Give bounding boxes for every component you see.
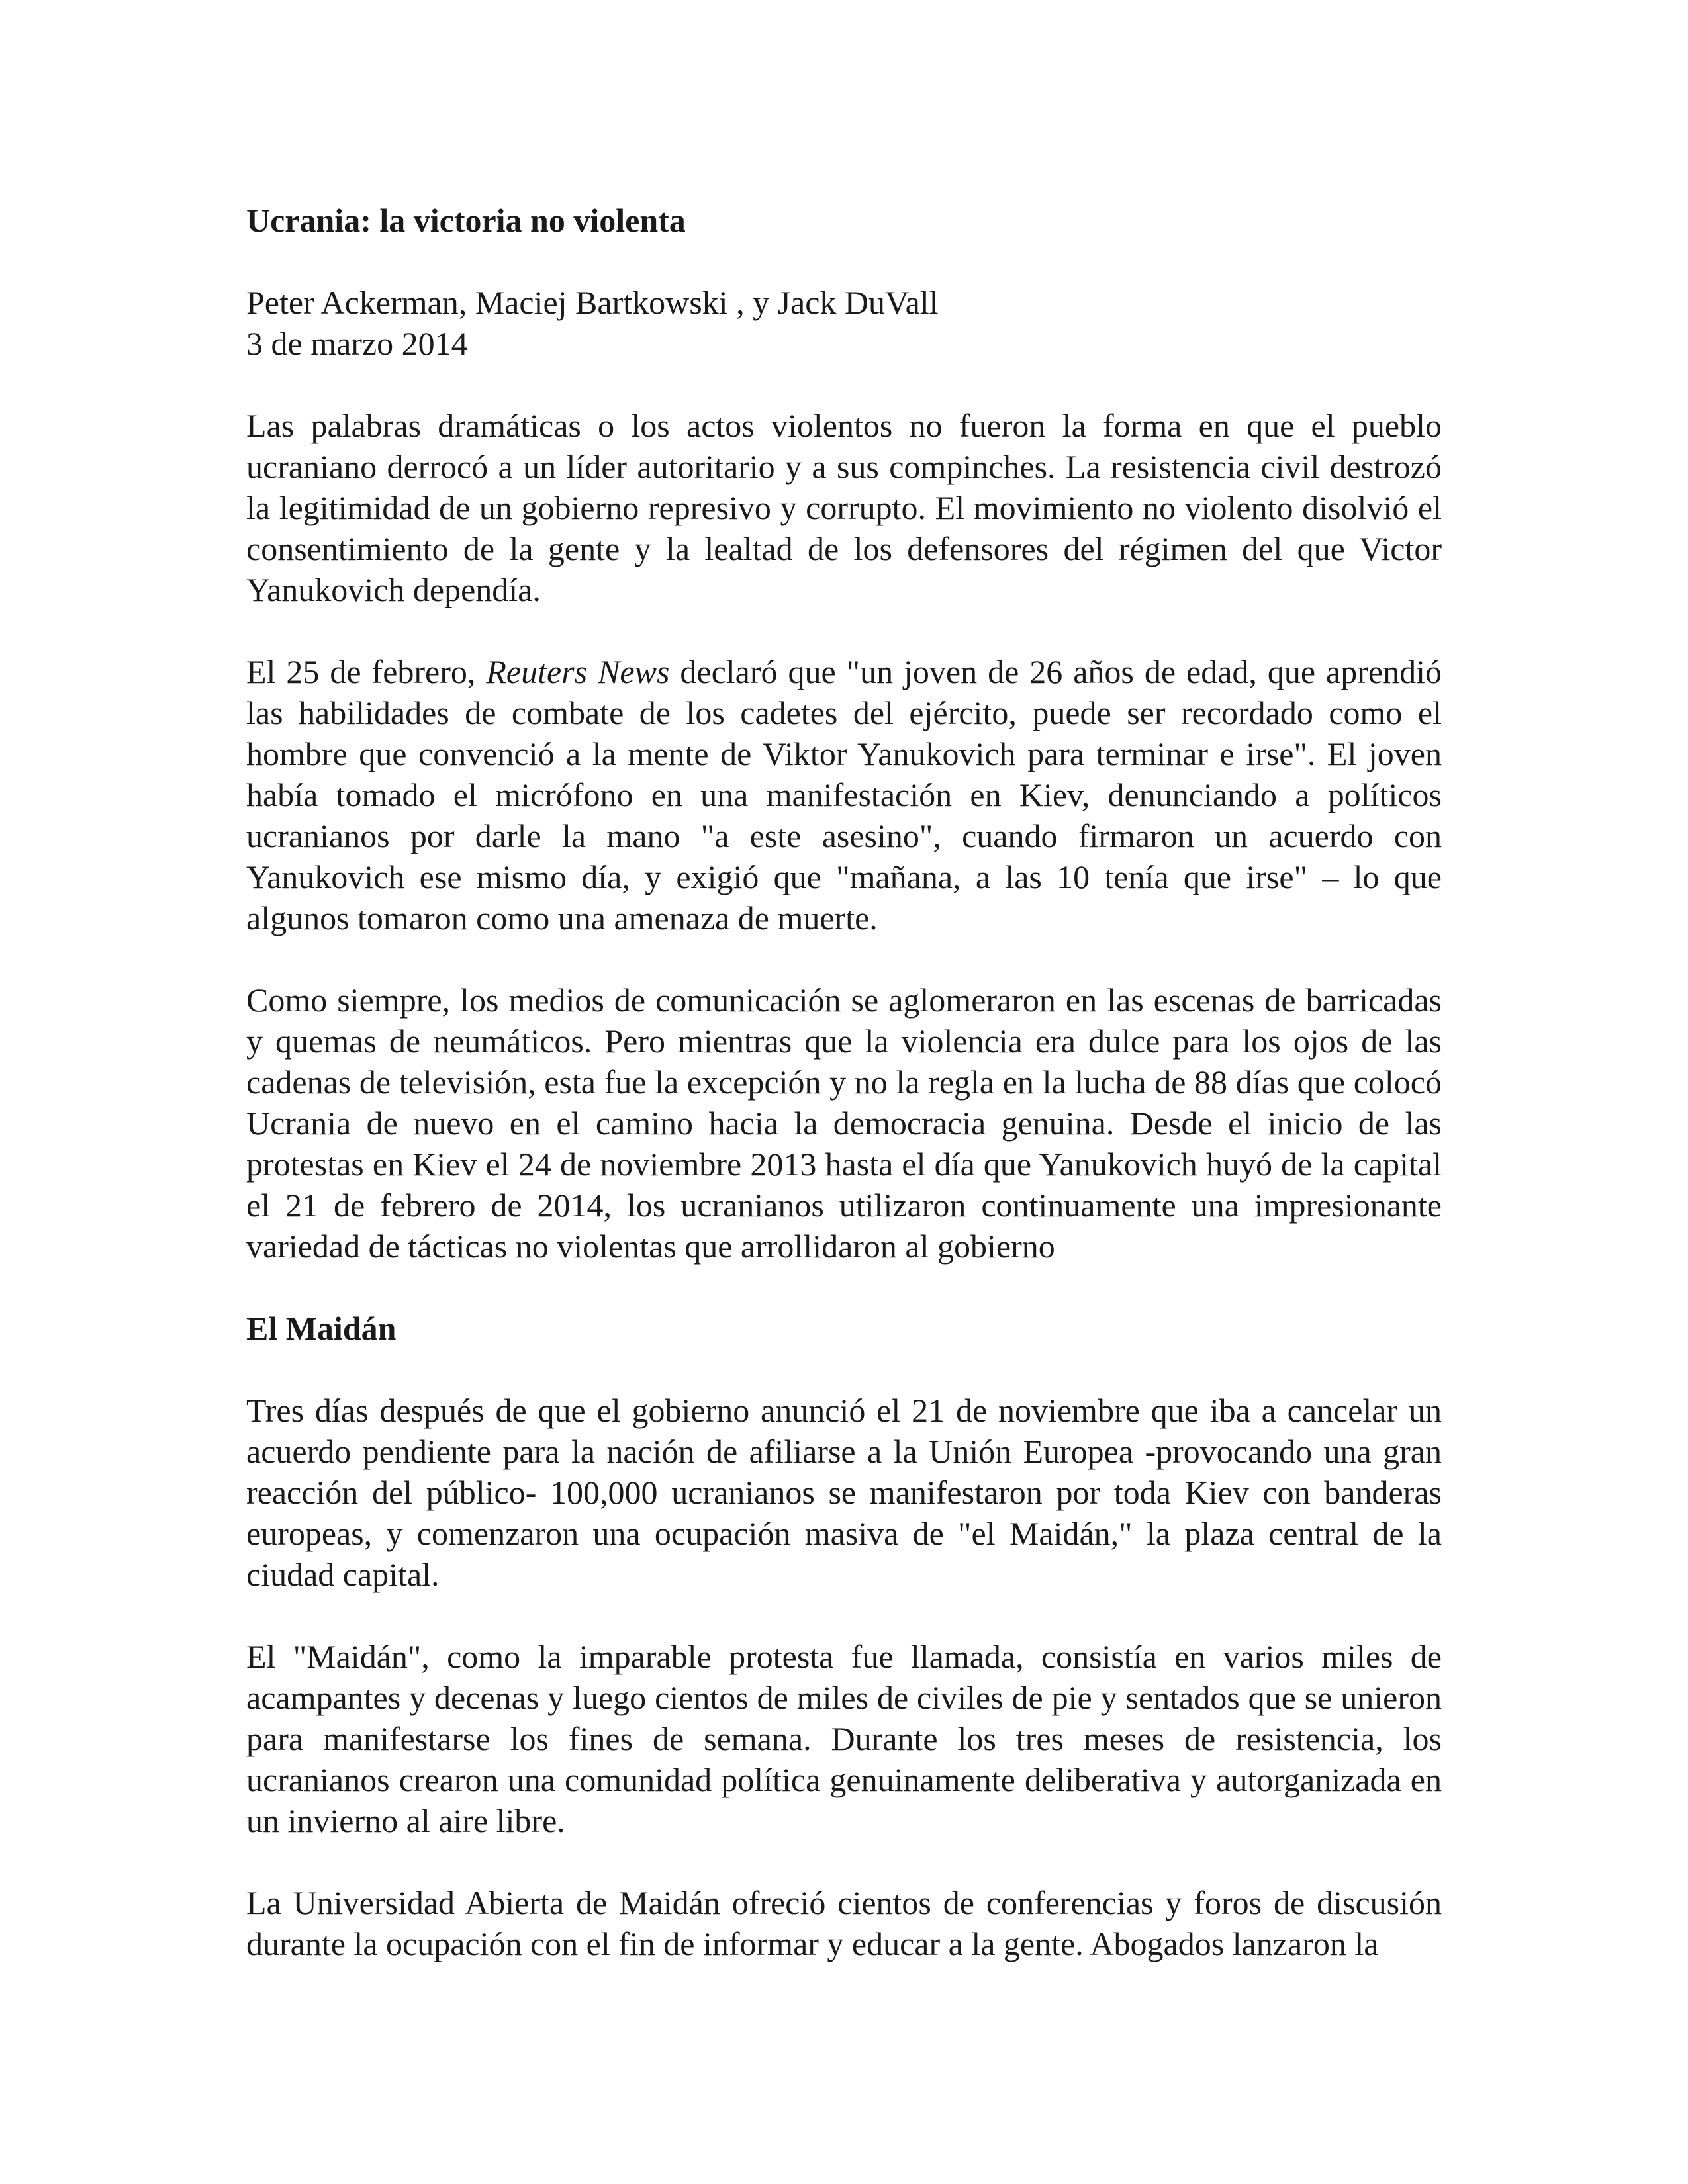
news-source: Reuters News: [486, 653, 670, 690]
paragraph-6: La Universidad Abierta de Maidán ofreció cientos de conferencias y foros de discusión durante la ocupación con el fin de informar y educar a la gente. Abogados lanzaron la: [246, 1884, 1442, 1962]
paragraph-1: Las palabras dramáticas o los actos violentos no fueron la forma en que el pueblo ucraniano derrocó a un líder autoritario y a sus compinches. La resistencia civil destrozó la legitimidad de un gobierno represivo y corrupto. El movimiento no violento disolvió el consentimiento de la gente y la lealtad de los defensores del régimen del que Victor Yanukovich dependía.: [246, 407, 1442, 608]
paragraph-2-intro: El 25 de febrero,: [246, 653, 487, 690]
paragraph-4: Tres días después de que el gobierno anunció el 21 de noviembre que iba a cancelar un acuerdo pendiente para la nación de afiliarse a la Unión Europea -provocando una gran reacción del público- 100,000 ucranianos se manifestaron por toda Kiev con banderas europeas, y comenzaron una ocupación masiva de "el Maidán," la plaza central de la ciudad capital.: [246, 1392, 1442, 1593]
paragraph-2-body: declaró que "un joven de 26 años de edad, que aprendió las habilidades de combate de los cadetes del ejército, puede ser recordado como el hombre que convenció a la mente de Viktor Yanukovich para terminar e irse". El joven había tomado el micrófono en una manifestación en Kiev, denunciando a políticos ucranianos por darle la mano "a este asesino", cuando firmaron un acuerdo con Yanukovich ese mismo día, y exigió que "mañana, a las 10 tenía que irse" – lo que algunos tomaron como una amenaza de muerte.: [246, 653, 1442, 936]
article-date: 3 de marzo 2014: [246, 325, 468, 362]
paragraph-3: Como siempre, los medios de comunicación se aglomeraron en las escenas de barricadas y quemas de neumáticos. Pero mientras que la violencia era dulce para los ojos de las cadenas de televisión, esta fue la excepción y no la regla en la lucha de 88 días que colocó Ucrania de nuevo en el camino hacia la democracia genuina. Desde el inicio de las protestas en Kiev el 24 de noviembre 2013 hasta el día que Yanukovich huyó de la capital el 21 de febrero de 2014, los ucranianos utilizaron continuamente una impresionante variedad de tácticas no violentas que arrollidaron al gobierno: [246, 981, 1442, 1265]
article-title: Ucrania: la victoria no violenta: [246, 202, 686, 239]
document-page: [246, 200, 1442, 1964]
section-heading: El Maidán: [246, 1310, 397, 1347]
paragraph-2: [246, 651, 1442, 938]
article-authors: Peter Ackerman, Maciej Bartkowski , y Jack DuVall: [246, 284, 939, 321]
paragraph-5: El "Maidán", como la imparable protesta fue llamada, consistía en varios miles de acampantes y decenas y luego cientos de miles de civiles de pie y sentados que se unieron para manifestarse los fines de semana. Durante los tres meses de resistencia, los ucranianos crearon una comunidad política genuinamente deliberativa y autorganizada en un invierno al aire libre.: [246, 1638, 1442, 1839]
